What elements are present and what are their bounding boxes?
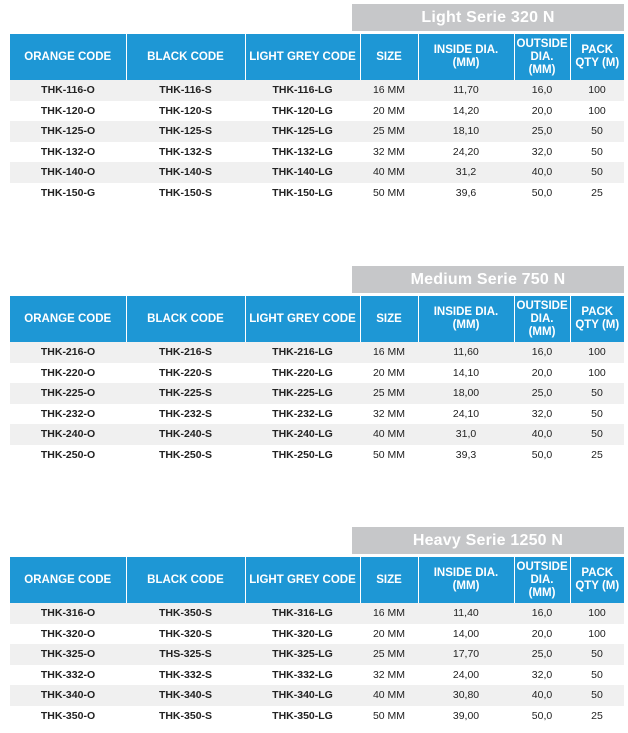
black-code-cell: THK-232-S	[126, 404, 245, 425]
light-grey-code-cell: THK-150-LG	[245, 183, 360, 204]
size-cell: 25 MM	[360, 383, 418, 404]
inside-dia-cell: 11,60	[418, 342, 514, 363]
light-grey-code-cell: THK-332-LG	[245, 665, 360, 686]
series-table	[10, 557, 624, 726]
inside-dia-cell: 24,00	[418, 665, 514, 686]
size-cell: 40 MM	[360, 162, 418, 183]
header-row	[10, 34, 624, 80]
col-header-orange-code: ORANGE CODE	[10, 34, 126, 80]
table-row	[10, 342, 624, 363]
orange-code-cell: THK-320-O	[10, 624, 126, 645]
black-code-cell: THK-332-S	[126, 665, 245, 686]
size-cell: 25 MM	[360, 121, 418, 142]
inside-dia-cell: 39,6	[418, 183, 514, 204]
pack-qty-cell: 100	[570, 603, 624, 624]
light-grey-code-cell: THK-325-LG	[245, 644, 360, 665]
col-header-inside-dia: INSIDE DIA. (MM)	[418, 34, 514, 80]
black-code-cell: THK-240-S	[126, 424, 245, 445]
outside-dia-cell: 32,0	[514, 665, 570, 686]
header-row	[10, 296, 624, 342]
light-grey-code-cell: THK-116-LG	[245, 80, 360, 101]
orange-code-cell: THK-220-O	[10, 363, 126, 384]
pack-qty-cell: 50	[570, 665, 624, 686]
inside-dia-cell: 24,20	[418, 142, 514, 163]
outside-dia-cell: 16,0	[514, 342, 570, 363]
header-row	[10, 557, 624, 603]
outside-dia-cell: 40,0	[514, 162, 570, 183]
outside-dia-cell: 16,0	[514, 603, 570, 624]
size-cell: 32 MM	[360, 142, 418, 163]
inside-dia-cell: 14,20	[418, 101, 514, 122]
light-grey-code-cell: THK-125-LG	[245, 121, 360, 142]
table-row	[10, 665, 624, 686]
table-row	[10, 142, 624, 163]
col-header-light-grey-code: LIGHT GREY CODE	[245, 557, 360, 603]
outside-dia-cell: 40,0	[514, 685, 570, 706]
size-cell: 40 MM	[360, 424, 418, 445]
col-header-light-grey-code: LIGHT GREY CODE	[245, 34, 360, 80]
pack-qty-cell: 50	[570, 383, 624, 404]
orange-code-cell: THK-250-O	[10, 445, 126, 466]
orange-code-cell: THK-232-O	[10, 404, 126, 425]
size-cell: 50 MM	[360, 183, 418, 204]
light-grey-code-cell: THK-316-LG	[245, 603, 360, 624]
orange-code-cell: THK-125-O	[10, 121, 126, 142]
black-code-cell: THK-340-S	[126, 685, 245, 706]
col-header-inside-dia: INSIDE DIA. (MM)	[418, 557, 514, 603]
table-row	[10, 121, 624, 142]
outside-dia-cell: 16,0	[514, 80, 570, 101]
outside-dia-cell: 20,0	[514, 624, 570, 645]
black-code-cell: THS-325-S	[126, 644, 245, 665]
black-code-cell: THK-350-S	[126, 706, 245, 727]
orange-code-cell: THK-225-O	[10, 383, 126, 404]
table-row	[10, 183, 624, 204]
light-grey-code-cell: THK-250-LG	[245, 445, 360, 466]
series-table	[10, 296, 624, 465]
orange-code-cell: THK-316-O	[10, 603, 126, 624]
pack-qty-cell: 50	[570, 644, 624, 665]
table-row	[10, 363, 624, 384]
size-cell: 25 MM	[360, 644, 418, 665]
col-header-orange-code: ORANGE CODE	[10, 296, 126, 342]
series-title: Heavy Serie 1250 N	[352, 527, 624, 554]
table-row	[10, 706, 624, 727]
pack-qty-cell: 50	[570, 424, 624, 445]
size-cell: 50 MM	[360, 706, 418, 727]
col-header-outside-dia: OUTSIDE DIA. (MM)	[514, 296, 570, 342]
inside-dia-cell: 39,00	[418, 706, 514, 727]
table-row	[10, 162, 624, 183]
col-header-pack-qty: PACK QTY (M)	[570, 296, 624, 342]
col-header-black-code: BLACK CODE	[126, 296, 245, 342]
series-title: Light Serie 320 N	[352, 4, 624, 31]
black-code-cell: THK-220-S	[126, 363, 245, 384]
table-row	[10, 624, 624, 645]
orange-code-cell: THK-140-O	[10, 162, 126, 183]
series-table	[10, 34, 624, 203]
pack-qty-cell: 50	[570, 142, 624, 163]
size-cell: 32 MM	[360, 665, 418, 686]
outside-dia-cell: 25,0	[514, 644, 570, 665]
size-cell: 16 MM	[360, 603, 418, 624]
light-grey-code-cell: THK-340-LG	[245, 685, 360, 706]
inside-dia-cell: 11,40	[418, 603, 514, 624]
size-cell: 16 MM	[360, 342, 418, 363]
size-cell: 20 MM	[360, 624, 418, 645]
black-code-cell: THK-225-S	[126, 383, 245, 404]
inside-dia-cell: 14,10	[418, 363, 514, 384]
outside-dia-cell: 50,0	[514, 706, 570, 727]
table-row	[10, 685, 624, 706]
pack-qty-cell: 25	[570, 445, 624, 466]
black-code-cell: THK-120-S	[126, 101, 245, 122]
table-row	[10, 101, 624, 122]
outside-dia-cell: 25,0	[514, 383, 570, 404]
light-grey-code-cell: THK-216-LG	[245, 342, 360, 363]
inside-dia-cell: 31,2	[418, 162, 514, 183]
inside-dia-cell: 39,3	[418, 445, 514, 466]
table-row	[10, 603, 624, 624]
light-grey-code-cell: THK-240-LG	[245, 424, 360, 445]
table-row	[10, 383, 624, 404]
black-code-cell: THK-250-S	[126, 445, 245, 466]
pack-qty-cell: 25	[570, 183, 624, 204]
inside-dia-cell: 18,00	[418, 383, 514, 404]
inside-dia-cell: 11,70	[418, 80, 514, 101]
black-code-cell: THK-150-S	[126, 183, 245, 204]
pack-qty-cell: 100	[570, 342, 624, 363]
light-grey-code-cell: THK-350-LG	[245, 706, 360, 727]
col-header-outside-dia: OUTSIDE DIA. (MM)	[514, 34, 570, 80]
pack-qty-cell: 50	[570, 685, 624, 706]
size-cell: 20 MM	[360, 363, 418, 384]
light-grey-code-cell: THK-132-LG	[245, 142, 360, 163]
col-header-size: SIZE	[360, 557, 418, 603]
black-code-cell: THK-140-S	[126, 162, 245, 183]
orange-code-cell: THK-332-O	[10, 665, 126, 686]
col-header-size: SIZE	[360, 34, 418, 80]
col-header-pack-qty: PACK QTY (M)	[570, 34, 624, 80]
inside-dia-cell: 18,10	[418, 121, 514, 142]
orange-code-cell: THK-120-O	[10, 101, 126, 122]
outside-dia-cell: 50,0	[514, 445, 570, 466]
black-code-cell: THK-125-S	[126, 121, 245, 142]
light-grey-code-cell: THK-220-LG	[245, 363, 360, 384]
col-header-pack-qty: PACK QTY (M)	[570, 557, 624, 603]
table-row	[10, 80, 624, 101]
pack-qty-cell: 50	[570, 121, 624, 142]
pack-qty-cell: 100	[570, 624, 624, 645]
black-code-cell: THK-116-S	[126, 80, 245, 101]
black-code-cell: THK-216-S	[126, 342, 245, 363]
pack-qty-cell: 100	[570, 80, 624, 101]
pack-qty-cell: 100	[570, 101, 624, 122]
black-code-cell: THK-350-S	[126, 603, 245, 624]
pack-qty-cell: 100	[570, 363, 624, 384]
black-code-cell: THK-132-S	[126, 142, 245, 163]
orange-code-cell: THK-240-O	[10, 424, 126, 445]
table-row	[10, 404, 624, 425]
orange-code-cell: THK-150-G	[10, 183, 126, 204]
light-grey-code-cell: THK-120-LG	[245, 101, 360, 122]
outside-dia-cell: 32,0	[514, 142, 570, 163]
size-cell: 16 MM	[360, 80, 418, 101]
outside-dia-cell: 20,0	[514, 363, 570, 384]
col-header-outside-dia: OUTSIDE DIA. (MM)	[514, 557, 570, 603]
light-grey-code-cell: THK-225-LG	[245, 383, 360, 404]
inside-dia-cell: 24,10	[418, 404, 514, 425]
orange-code-cell: THK-325-O	[10, 644, 126, 665]
outside-dia-cell: 32,0	[514, 404, 570, 425]
series-title: Medium Serie 750 N	[352, 266, 624, 293]
size-cell: 40 MM	[360, 685, 418, 706]
size-cell: 32 MM	[360, 404, 418, 425]
outside-dia-cell: 40,0	[514, 424, 570, 445]
col-header-light-grey-code: LIGHT GREY CODE	[245, 296, 360, 342]
inside-dia-cell: 30,80	[418, 685, 514, 706]
black-code-cell: THK-320-S	[126, 624, 245, 645]
inside-dia-cell: 14,00	[418, 624, 514, 645]
table-row	[10, 644, 624, 665]
orange-code-cell: THK-132-O	[10, 142, 126, 163]
col-header-black-code: BLACK CODE	[126, 34, 245, 80]
outside-dia-cell: 20,0	[514, 101, 570, 122]
col-header-size: SIZE	[360, 296, 418, 342]
light-grey-code-cell: THK-320-LG	[245, 624, 360, 645]
inside-dia-cell: 17,70	[418, 644, 514, 665]
light-grey-code-cell: THK-140-LG	[245, 162, 360, 183]
size-cell: 20 MM	[360, 101, 418, 122]
table-row	[10, 424, 624, 445]
inside-dia-cell: 31,0	[418, 424, 514, 445]
outside-dia-cell: 25,0	[514, 121, 570, 142]
col-header-orange-code: ORANGE CODE	[10, 557, 126, 603]
outside-dia-cell: 50,0	[514, 183, 570, 204]
pack-qty-cell: 50	[570, 404, 624, 425]
table-row	[10, 445, 624, 466]
col-header-black-code: BLACK CODE	[126, 557, 245, 603]
size-cell: 50 MM	[360, 445, 418, 466]
orange-code-cell: THK-216-O	[10, 342, 126, 363]
orange-code-cell: THK-350-O	[10, 706, 126, 727]
pack-qty-cell: 50	[570, 162, 624, 183]
light-grey-code-cell: THK-232-LG	[245, 404, 360, 425]
orange-code-cell: THK-116-O	[10, 80, 126, 101]
pack-qty-cell: 25	[570, 706, 624, 727]
orange-code-cell: THK-340-O	[10, 685, 126, 706]
col-header-inside-dia: INSIDE DIA. (MM)	[418, 296, 514, 342]
